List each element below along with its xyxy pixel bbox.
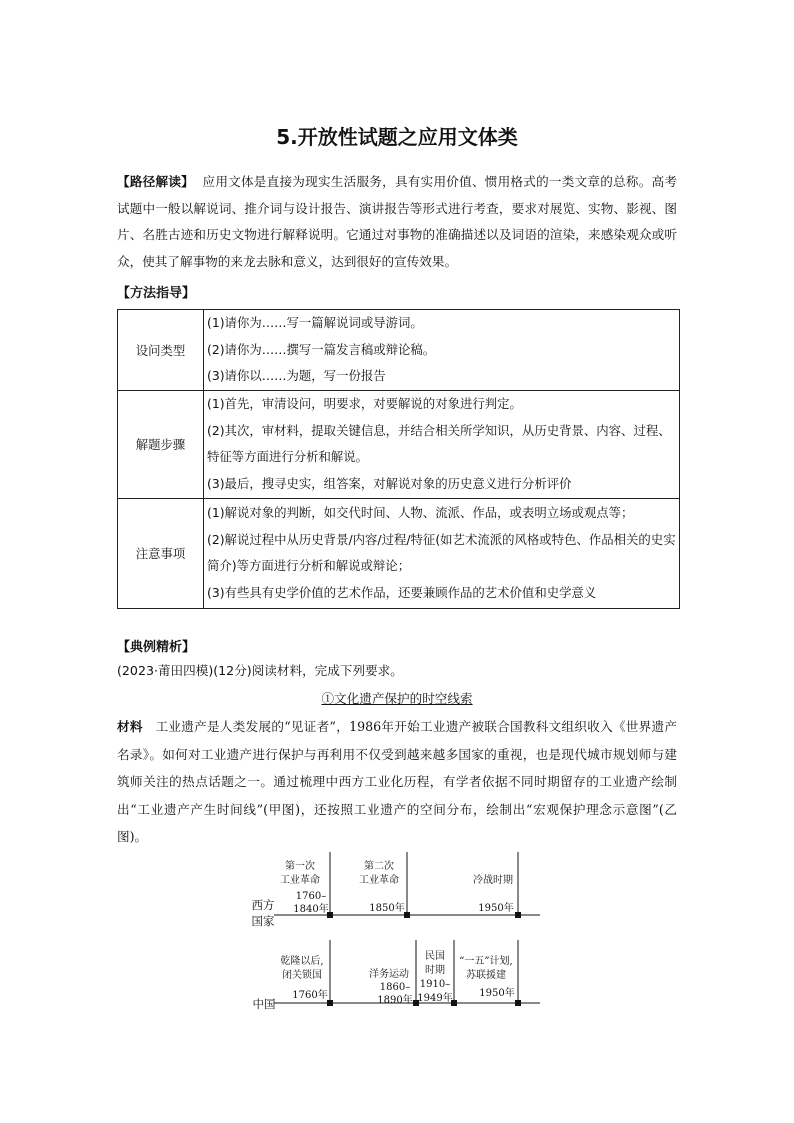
china-period-date: 1950年 <box>479 988 515 999</box>
method-category: 设问类型 <box>118 310 204 391</box>
method-content <box>204 390 680 498</box>
west-period-title: 第一次 <box>285 861 315 872</box>
west-label: 西方 <box>251 898 275 912</box>
material-text: 工业遗产是人类发展的“见证者”，1986年开始工业遗产被联合国教科文组织收入《世界遗产名录》。如何对工业遗产进行保护与再利用不仅受到越来越多国家的重视，也是现代城市规划师与建筑师关注的热点话题之一。通过梳理中西方工业化历程，有学者依据不同时期留存的工业遗产绘制出“工业遗产产生时间线”(甲图)，还按照工业遗产的空间分布，绘制出“宏观保护理念示意图”(乙图)。 <box>117 719 677 845</box>
west-marker <box>515 912 521 918</box>
west-period-title: 工业革命 <box>280 875 320 886</box>
china-period-title: “一五”计划, <box>459 956 513 967</box>
china-marker <box>327 1000 333 1006</box>
method-line: (1)请你为……写一篇解说词或导游词。 <box>207 315 423 330</box>
china-period-title: 乾隆以后, <box>280 956 324 967</box>
method-category: 解题步骤 <box>118 390 204 498</box>
china-period-date: 1760年 <box>292 990 328 1001</box>
method-line: (3)有些具有史学价值的艺术作品，还要兼顾作品的艺术价值和史学意义 <box>207 584 597 600</box>
method-content <box>204 310 680 391</box>
china-period-title: 洋务运动 <box>369 969 409 980</box>
west-period-title: 工业革命 <box>359 875 399 886</box>
method-line: (1)首先，审清设问，明要求，对要解说的对象进行判定。 <box>207 396 522 412</box>
method-table <box>117 309 680 609</box>
material-paragraph <box>117 713 677 851</box>
china-period-title: 苏联援建 <box>466 970 506 981</box>
china-period-date: 1890年 <box>377 995 413 1006</box>
west-period-date: 1850年 <box>369 903 405 914</box>
method-category: 注意事项 <box>118 498 204 608</box>
intro-paragraph <box>117 169 677 276</box>
material-title: ①文化遗产保护的时空线索 <box>321 691 473 706</box>
industrial-heritage-timeline <box>244 852 544 1012</box>
intro-text: 应用文体是直接为现实生活服务，具有实用价值、惯用格式的一类文章的总称。高考试题中一般以解说词、推介词与设计报告、演讲报告等形式进行考查，要求对展览、实物、影视、图片、名胜古迹和历史文物进行解释说明。它通过对事物的准确描述以及词语的渲染，来感染观众或听众，使其了解事物的来龙去脉和意义，达到很好的宣传效果。 <box>117 174 678 270</box>
method-line: (1)解说对象的判断，如交代时间、人物、流派、作品，或表明立场或观点等； <box>207 505 634 521</box>
china-period-date: 1860– <box>379 982 411 993</box>
method-line: (2)其次，审材料，提取关键信息，并结合相关所学知识，从历史背景、内容、过程、特征等方面进行分析和解说。 <box>207 422 671 465</box>
material-label: 材料 <box>117 719 143 734</box>
west-period-title: 冷战时期 <box>473 875 513 886</box>
west-label: 国家 <box>251 914 275 928</box>
method-row <box>118 390 680 498</box>
method-line: (3)最后，搜寻史实，组答案，对解说对象的历史意义进行分析评价 <box>207 475 572 491</box>
method-line: (2)请你为……撰写一篇发言稿或辩论稿。 <box>207 341 436 357</box>
china-period-title: 闭关锁国 <box>282 970 322 981</box>
method-row <box>118 310 680 391</box>
west-marker <box>404 912 410 918</box>
method-line: (3)请你以……为题，写一份报告 <box>207 368 386 384</box>
west-period-date: 1950年 <box>478 903 514 914</box>
method-heading: 【方法指导】 <box>117 286 196 301</box>
west-period-title: 第二次 <box>364 861 394 872</box>
west-period-date: 1840年 <box>293 904 329 915</box>
china-label: 中国 <box>252 997 276 1011</box>
page-title: 5.开放性试题之应用文体类 <box>276 125 518 149</box>
china-period-title: 时期 <box>425 965 445 976</box>
china-marker <box>515 1000 521 1006</box>
west-period-date: 1760– <box>295 891 327 902</box>
china-period-date: 1910– <box>419 979 451 990</box>
method-row <box>118 498 680 608</box>
question-source: (2023·莆田四模)(12分)阅读材料，完成下列要求。 <box>117 663 403 678</box>
china-period-title: 民国 <box>425 951 445 962</box>
example-heading: 【典例精析】 <box>117 640 196 655</box>
intro-label: 【路径解读】 <box>117 174 194 189</box>
china-period-date: 1949年 <box>417 993 453 1004</box>
method-line: (2)解说过程中从历史背景/内容/过程/特征(如艺术流派的风格或特色、作品相关的史实简介)等方面进行分析和解说或辩论； <box>207 531 676 574</box>
method-content <box>204 498 680 608</box>
